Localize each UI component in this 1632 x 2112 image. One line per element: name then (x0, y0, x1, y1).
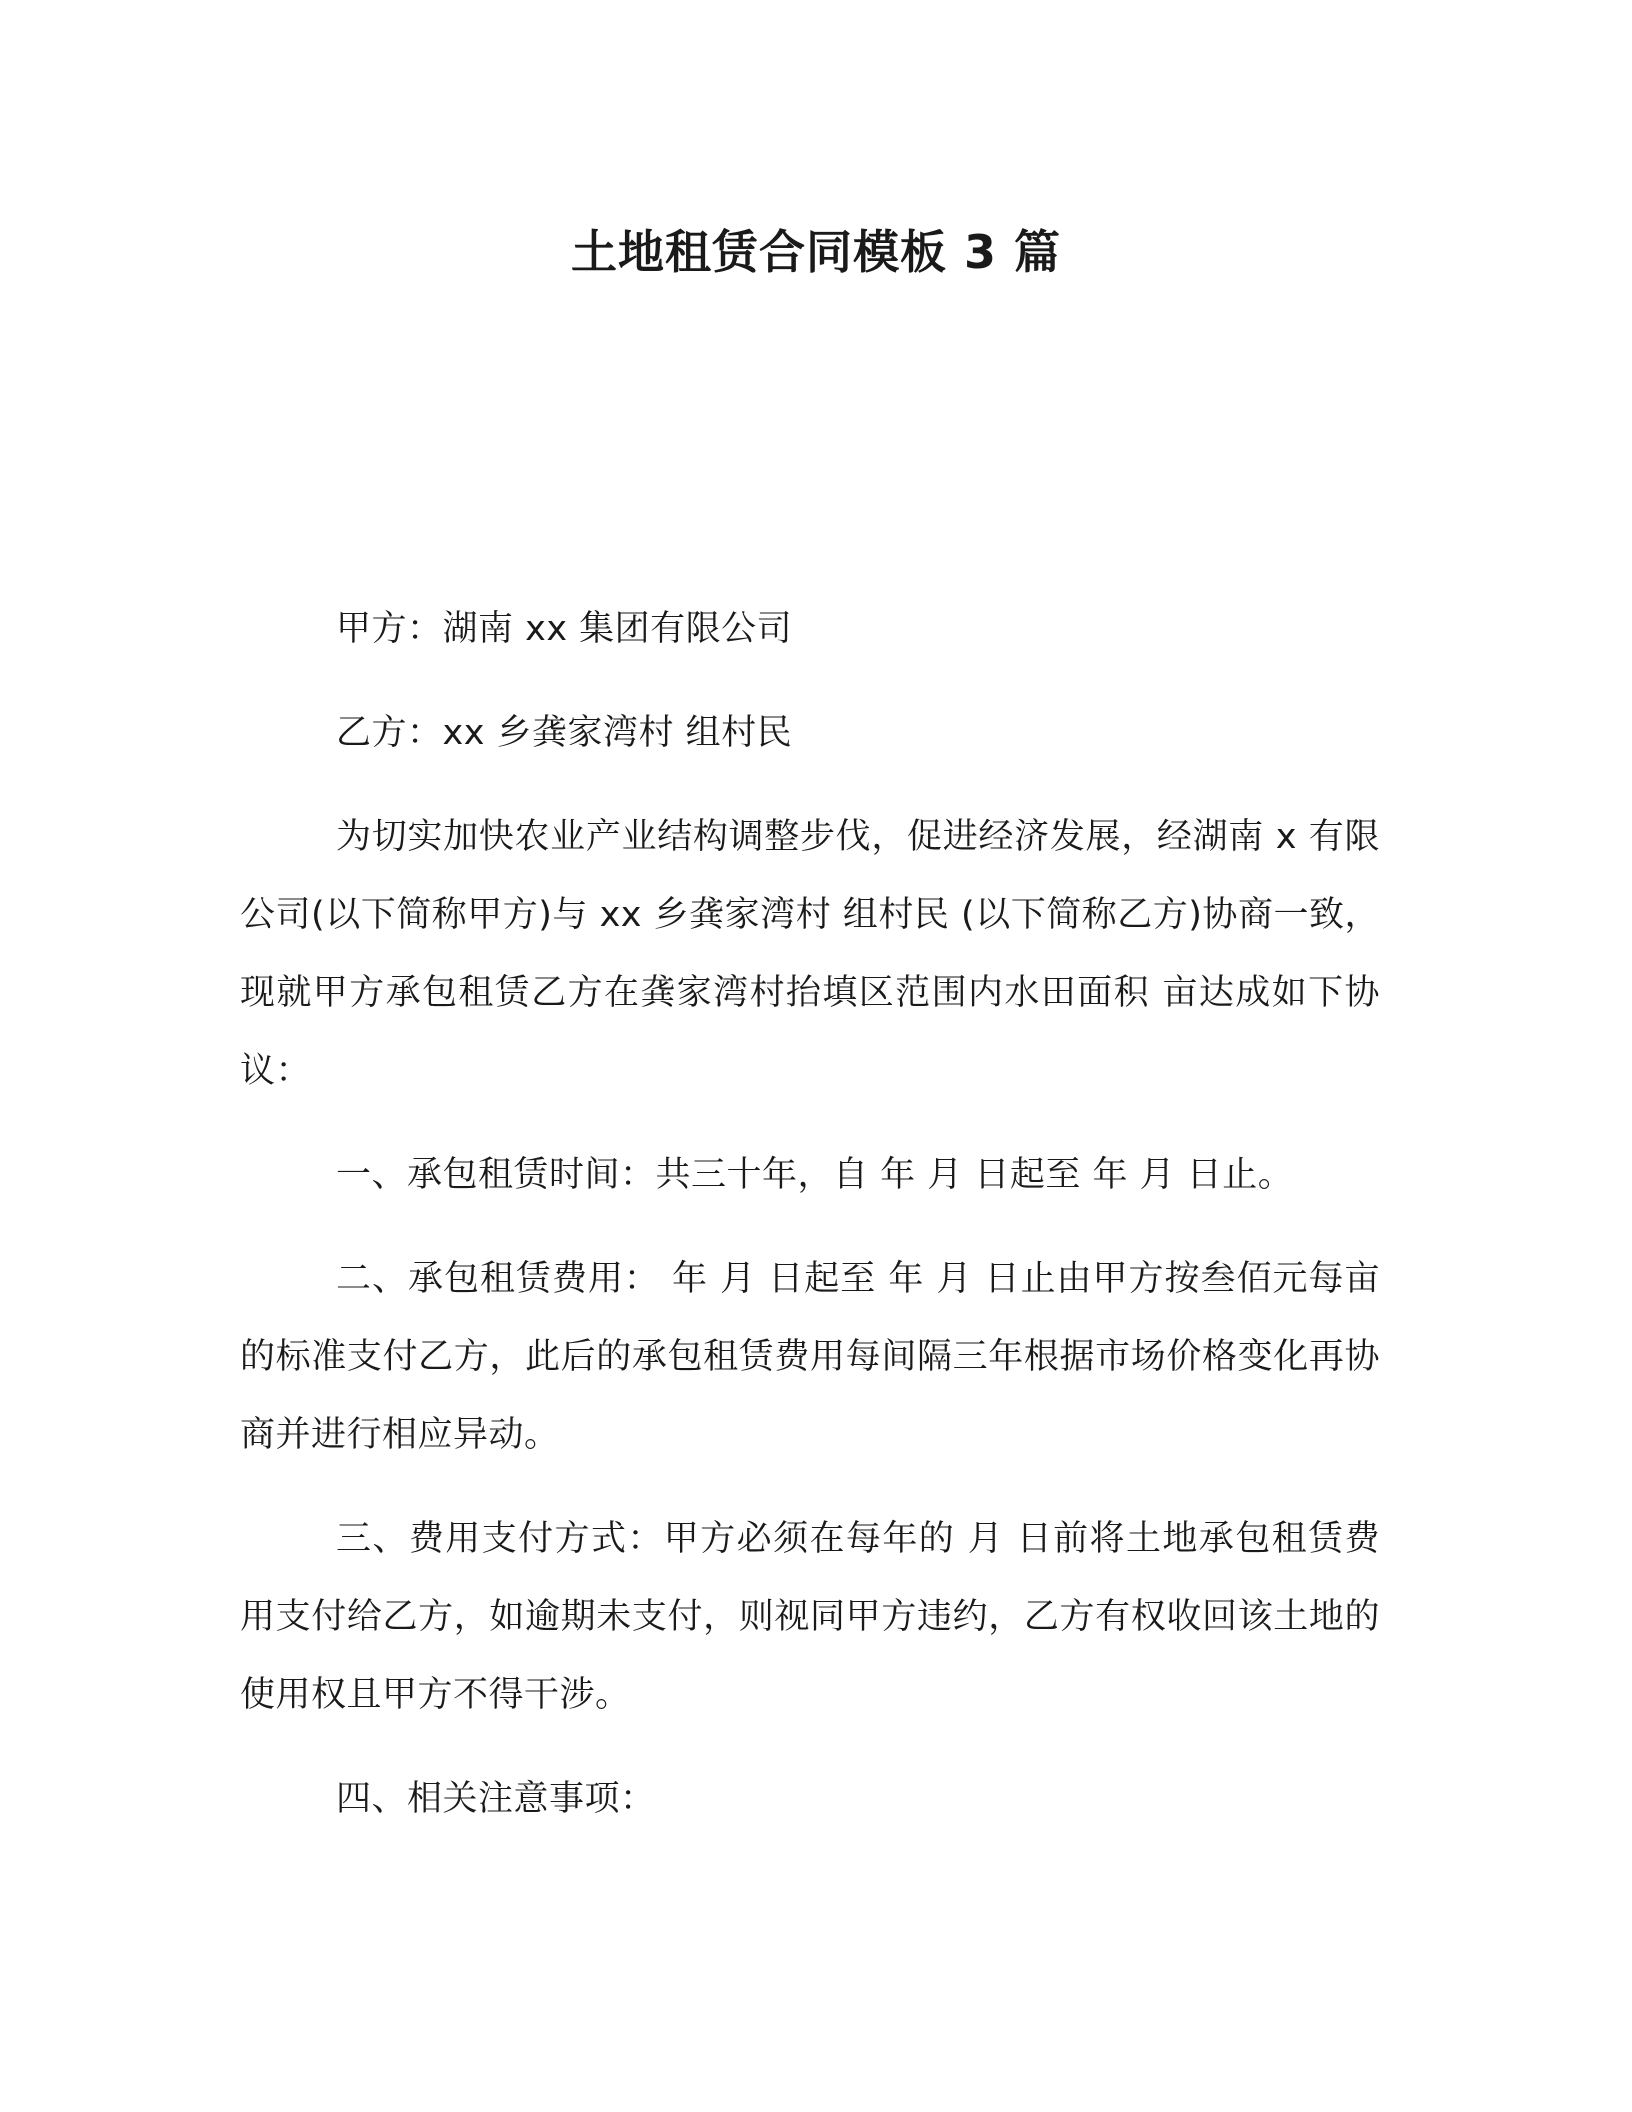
clause-4-notes-heading: 四、相关注意事项： (336, 1779, 656, 1819)
party-a-line: 甲方：湖南 xx 集团有限公司 (336, 609, 793, 649)
party-b-line: 乙方：xx 乡龚家湾村 组村民 (336, 713, 793, 753)
clause-2-lease-fee: 二、承包租赁费用： 年 月 日起至 年 月 日止由甲方按叁佰元每亩的标准支付乙方，此后的承包租赁费用每间隔三年根据市场价格变化再协商并进行相应异动。 (240, 1259, 1380, 1455)
preamble-paragraph: 为切实加快农业产业结构调整步伐，促进经济发展，经湖南 x 有限公司(以下简称甲方)与 xx 乡龚家湾村 组村民 (以下简称乙方)协商一致，现就甲方承包租赁乙方在龚家湾村抬填区范围内水田面积 亩达成如下协议： (240, 817, 1380, 1091)
clause-3-payment-method: 三、费用支付方式：甲方必须在每年的 月 日前将土地承包租赁费用支付给乙方，如逾期未支付，则视同甲方违约，乙方有权收回该土地的使用权且甲方不得干涉。 (240, 1519, 1380, 1715)
clause-1-lease-term: 一、承包租赁时间：共三十年，自 年 月 日起至 年 月 日止。 (336, 1155, 1294, 1195)
document-body (240, 590, 1380, 1864)
document-title: 土地租赁合同模板 3 篇 (570, 225, 1062, 279)
